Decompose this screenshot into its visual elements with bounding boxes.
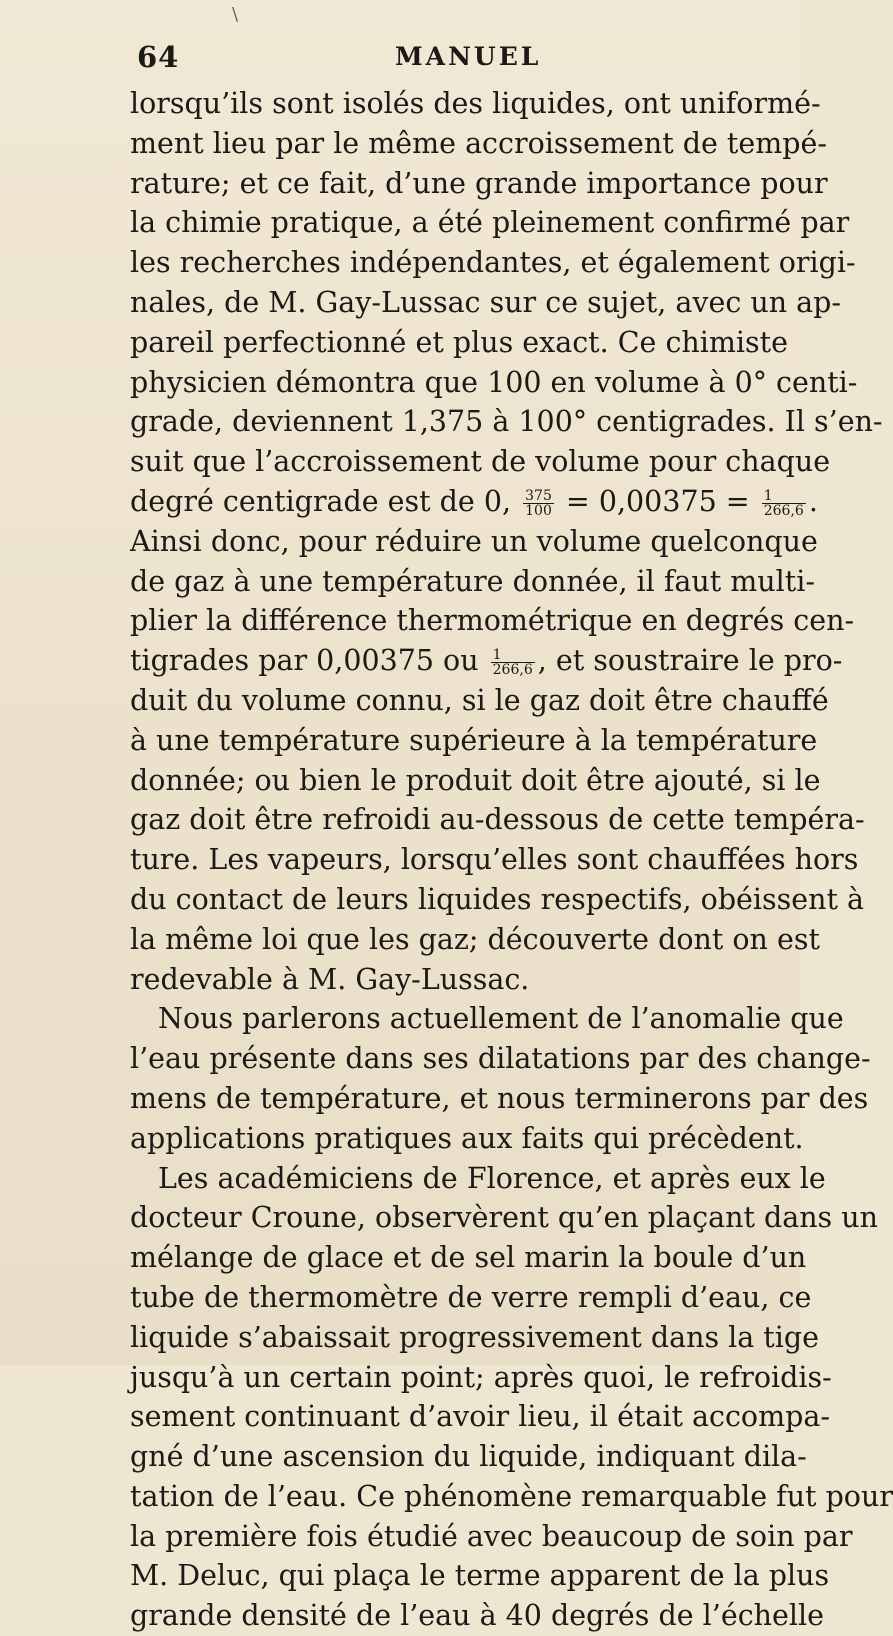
fraction-numerator: 1 bbox=[491, 648, 535, 663]
text-line: de gaz à une température donnée, il faut multi- bbox=[130, 564, 815, 598]
fraction bbox=[491, 648, 535, 677]
text-line: tation de l’eau. Ce phénomène remarquable fut pour bbox=[130, 1479, 893, 1513]
text-line: ment lieu par le même accroissement de tempé- bbox=[130, 126, 828, 160]
text-line: applications pratiques aux faits qui précèdent. bbox=[130, 1121, 804, 1155]
text-line: physicien démontra que 100 en volume à 0° centi- bbox=[130, 365, 858, 399]
text-line: M. Deluc, qui plaça le terme apparent de la plus bbox=[130, 1559, 830, 1593]
text-fragment: , et soustraire le pro- bbox=[537, 644, 843, 678]
fraction-numerator: 1 bbox=[762, 489, 806, 504]
text-line: la chimie pratique, a été pleinement confirmé par bbox=[130, 206, 850, 240]
text-fragment: degré centigrade est de 0, bbox=[130, 484, 512, 518]
text-line: du contact de leurs liquides respectifs, obéissent à bbox=[130, 882, 865, 916]
text-line-with-fraction bbox=[130, 641, 843, 681]
text-line: docteur Croune, observèrent qu’en plaçant dans un bbox=[130, 1201, 878, 1235]
text-line: gaz doit être refroidi au-dessous de cette tempéra- bbox=[130, 803, 865, 837]
text-line: à une température supérieure à la température bbox=[130, 723, 818, 757]
text-line: Nous parlerons actuellement de l’anomalie que bbox=[158, 1002, 844, 1036]
text-line: les recherches indépendantes, et également origi- bbox=[130, 246, 856, 280]
fraction-numerator: 375 bbox=[525, 487, 552, 504]
text-line: suit que l’accroissement de volume pour chaque bbox=[130, 445, 831, 479]
page-number: 64 bbox=[137, 40, 180, 74]
text-line: redevable à M. Gay-Lussac. bbox=[130, 962, 530, 996]
text-line: donnée; ou bien le produit doit être ajouté, si le bbox=[130, 763, 821, 797]
text-line: jusqu’à un certain point; après quoi, le refroidis- bbox=[130, 1360, 832, 1394]
text-line: Ainsi donc, pour réduire un volume quelconque bbox=[130, 524, 818, 558]
text-line: mens de température, et nous terminerons par des bbox=[130, 1081, 869, 1115]
text-line: Les académiciens de Florence, et après eux le bbox=[158, 1161, 826, 1195]
fraction-denominator: 100 bbox=[525, 502, 552, 519]
text-fragment: tigrades par 0,00375 ou bbox=[130, 644, 479, 678]
text-line: sement continuant d’avoir lieu, il était accompa- bbox=[130, 1400, 830, 1434]
text-line: grade, deviennent 1,375 à 100° centigrades. Il s’en- bbox=[130, 405, 883, 439]
margin-mark: \ bbox=[232, 4, 239, 25]
fraction bbox=[523, 489, 554, 518]
running-title: MANUEL bbox=[395, 42, 542, 71]
text-line: la première fois étudié avec beaucoup de soin par bbox=[130, 1519, 853, 1553]
text-line: ture. Les vapeurs, lorsqu’elles sont chauffées hors bbox=[130, 843, 859, 877]
text-line: duit du volume connu, si le gaz doit être chauffé bbox=[130, 683, 829, 717]
text-line: gné d’une ascension du liquide, indiquant dila- bbox=[130, 1440, 807, 1474]
text-line: tube de thermomètre de verre rempli d’eau, ce bbox=[130, 1280, 812, 1314]
text-line: liquide s’abaissait progressivement dans la tige bbox=[130, 1320, 819, 1354]
text-line: l’eau présente dans ses dilatations par des change- bbox=[130, 1042, 871, 1076]
fraction bbox=[762, 489, 806, 518]
page-header bbox=[137, 40, 757, 80]
text-line: lorsqu’ils sont isolés des liquides, ont uniformé- bbox=[130, 87, 821, 120]
text-fragment: . bbox=[808, 484, 818, 518]
text-line-with-fractions bbox=[130, 482, 818, 522]
text-fragment: = 0,00375 = bbox=[565, 484, 750, 518]
text-line: la même loi que les gaz; découverte dont on est bbox=[130, 922, 820, 956]
text-line: mélange de glace et de sel marin la boule d’un bbox=[130, 1241, 807, 1275]
text-line: nales, de M. Gay-Lussac sur ce sujet, avec un ap- bbox=[130, 285, 841, 319]
text-line: rature; et ce fait, d’une grande importance pour bbox=[130, 166, 828, 200]
body-text bbox=[130, 84, 893, 1636]
text-line: plier la différence thermométrique en degrés cen- bbox=[130, 604, 855, 638]
text-line: grande densité de l’eau à 40 degrés de l’échelle bbox=[130, 1599, 824, 1633]
fraction-denominator: 266,6 bbox=[763, 502, 804, 519]
text-line: pareil perfectionné et plus exact. Ce chimiste bbox=[130, 325, 788, 359]
fraction-denominator: 266,6 bbox=[492, 662, 533, 679]
